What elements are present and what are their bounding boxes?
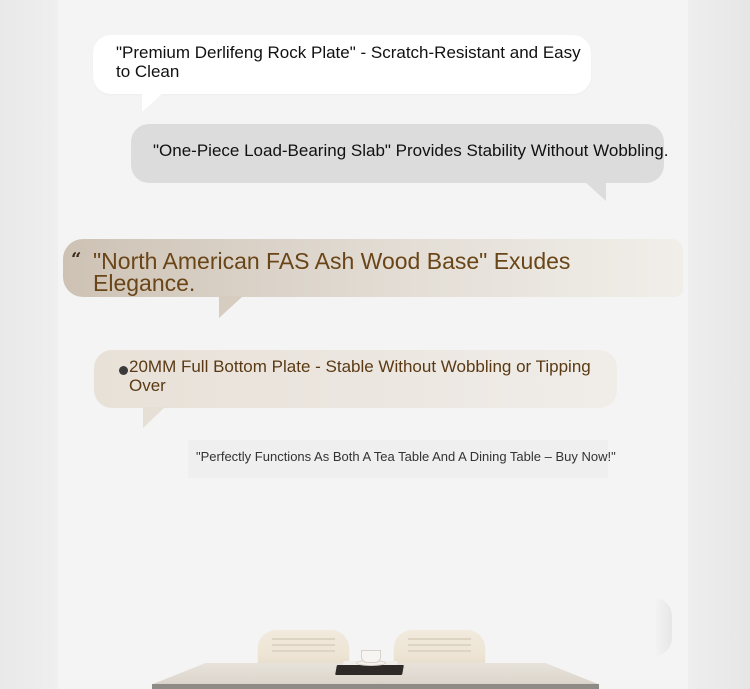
rock-plate-feature-text: "Premium Derlifeng Rock Plate" - Scratch-Resistant and Easy to Clean [116,43,581,81]
speech-bubble-tail [143,407,165,428]
bottom-plate-feature-text: 20MM Full Bottom Plate - Stable Without Wobbling or Tipping Over [129,357,591,395]
quote-mark-icon: “ [71,249,82,270]
speech-bubble-tail [142,92,164,112]
round-dot-icon [119,366,128,375]
books-image [335,665,404,675]
teacup-image [361,650,381,663]
speech-bubble-tail [219,296,243,318]
chevron-right-icon[interactable] [654,598,672,656]
table-edge [152,684,599,689]
wood-base-feature-text: "North American FAS Ash Wood Base" Exudes Elegance. [93,248,571,296]
speech-bubble-tail [584,181,606,201]
buy-now-caption: "Perfectly Functions As Both A Tea Table And A Dining Table – Buy Now!" [196,449,616,464]
slab-feature-text: "One-Piece Load-Bearing Slab" Provides Stability Without Wobbling. [153,141,669,160]
